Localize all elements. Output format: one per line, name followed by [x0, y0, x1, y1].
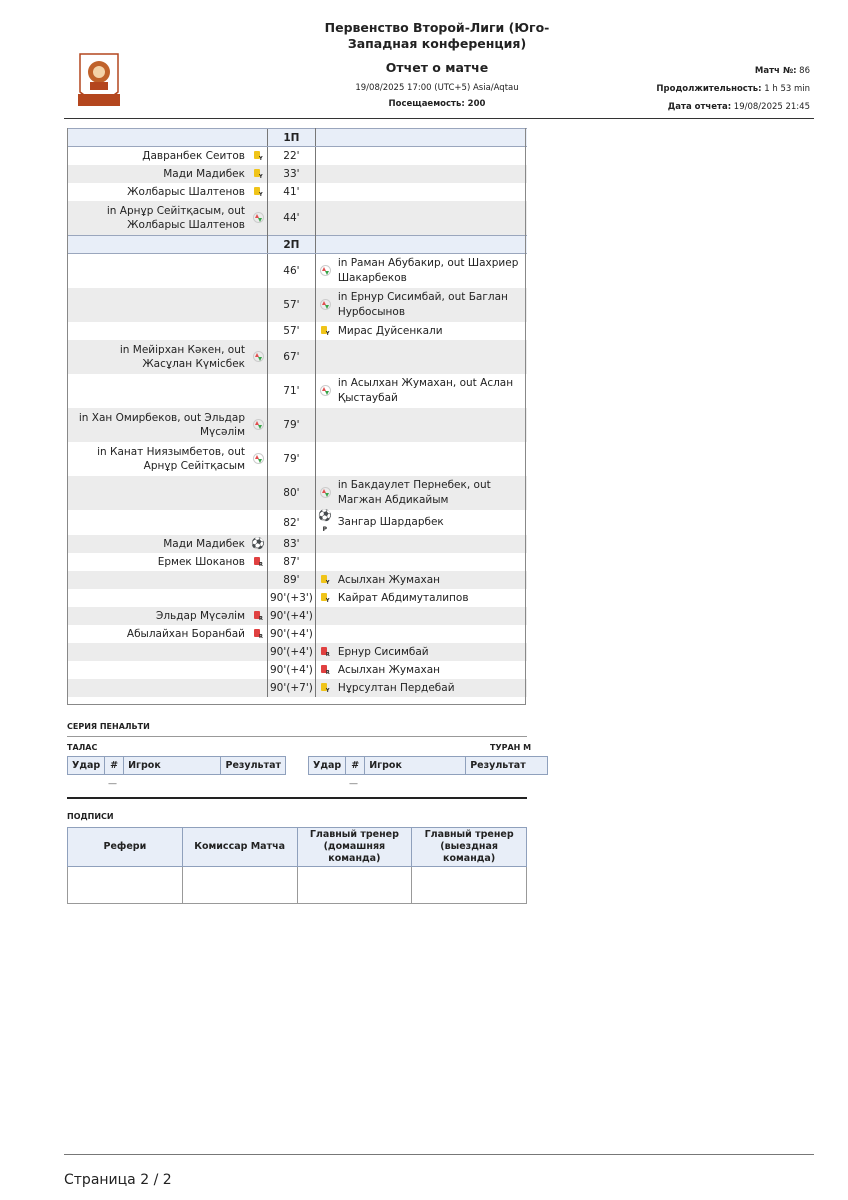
duration: 1 h 53 min	[764, 84, 810, 94]
event-row	[67, 442, 527, 476]
penalty-section-title: СЕРИЯ ПЕНАЛЬТИ	[67, 722, 150, 731]
signatures-title: ПОДПИСИ	[67, 812, 114, 821]
event-row	[67, 288, 527, 322]
event-row	[67, 510, 527, 535]
home-event-icon-cell	[249, 374, 268, 408]
away-event-icon-cell	[315, 254, 334, 289]
home-event-icon-cell	[249, 322, 268, 340]
home-event-text	[67, 661, 249, 679]
event-row	[67, 607, 527, 625]
home-event-icon-cell	[249, 661, 268, 679]
away-event-text: Мирас Дуйсенкали	[337, 324, 443, 337]
signatures-header-row	[68, 828, 527, 867]
event-minute: 22'	[268, 147, 316, 166]
sig-box-referee[interactable]	[68, 867, 183, 904]
away-event-text: in Ернур Сисимбай, out Баглан Нурбосынов	[334, 288, 527, 322]
attendance: Посещаемость: 200	[388, 99, 486, 109]
home-event-icon-cell	[249, 254, 268, 289]
home-event-icon-cell	[249, 589, 268, 607]
period-header-row	[67, 236, 527, 254]
away-event-icon-cell	[315, 643, 334, 661]
event-minute: 90'(+4')	[268, 607, 316, 625]
away-event-icon-cell	[315, 510, 334, 535]
match-no-label: Матч №:	[754, 66, 797, 76]
period-label: 2П	[268, 236, 316, 254]
event-minute: 90'(+7')	[268, 679, 316, 697]
page-number: Страница 2 / 2	[64, 1172, 172, 1188]
home-event-text: Мади Мадибек	[67, 535, 249, 553]
period-header-row	[67, 129, 527, 147]
home-event-text	[67, 643, 249, 661]
signatures-blank-row	[68, 867, 527, 904]
substitution-icon	[253, 213, 263, 224]
home-event-text	[67, 510, 249, 535]
home-event-icon-cell	[249, 625, 268, 643]
home-event-icon-cell	[249, 571, 268, 589]
home-event-icon-cell	[249, 183, 268, 201]
away-event-icon-cell	[315, 679, 334, 697]
event-row	[67, 679, 527, 697]
home-event-text	[67, 476, 249, 510]
home-event-icon-cell	[249, 607, 268, 625]
footer-divider	[64, 1154, 814, 1155]
home-event-text	[67, 374, 249, 408]
event-row	[67, 147, 527, 166]
substitution-icon	[320, 488, 330, 499]
event-minute: 57'	[268, 288, 316, 322]
events-table	[67, 128, 527, 697]
event-row	[67, 254, 527, 289]
away-event-icon-cell	[315, 322, 334, 340]
event-minute: 90'(+4')	[268, 625, 316, 643]
home-event-text: Давранбек Сеитов	[142, 150, 245, 162]
substitution-icon	[320, 266, 330, 277]
away-event-icon-cell	[315, 589, 334, 607]
substitution-icon	[320, 386, 330, 397]
event-row	[67, 661, 527, 679]
event-minute: 80'	[268, 476, 316, 510]
away-event-text	[334, 442, 527, 476]
home-event-icon-cell	[249, 476, 268, 510]
home-event-icon-cell	[249, 288, 268, 322]
away-event-text: in Асылхан Жумахан, out Аслан Қыстаубай	[337, 377, 514, 404]
away-event-icon-cell	[315, 288, 334, 322]
substitution-icon	[253, 420, 263, 431]
red-card-icon: R	[253, 557, 263, 568]
event-row	[67, 322, 527, 340]
sig-box-commissioner[interactable]	[182, 867, 297, 904]
report-date-label: Дата отчета:	[667, 102, 732, 112]
away-event-icon-cell	[315, 340, 334, 374]
away-event-text: Кайрат Абдимуталипов	[337, 591, 469, 604]
penalty-header-row	[309, 757, 548, 775]
sig-referee: Рефери	[68, 828, 183, 867]
away-event-icon-cell	[315, 165, 334, 183]
away-event-icon-cell	[315, 183, 334, 201]
event-row	[67, 408, 527, 442]
event-minute: 33'	[268, 165, 316, 183]
home-event-text	[67, 589, 249, 607]
match-no: 86	[799, 66, 810, 76]
event-minute: 41'	[268, 183, 316, 201]
home-event-icon-cell	[249, 442, 268, 476]
penalty-divider	[67, 736, 527, 737]
away-event-text	[334, 201, 527, 236]
away-event-text	[334, 535, 527, 553]
event-minute: 44'	[268, 201, 316, 236]
event-row	[67, 625, 527, 643]
event-minute: 46'	[268, 254, 316, 289]
event-row	[67, 553, 527, 571]
penalty-table-home	[67, 756, 286, 775]
away-event-icon-cell	[315, 408, 334, 442]
penalty-away-empty: —	[349, 779, 358, 789]
home-event-text	[67, 679, 249, 697]
away-event-icon-cell	[315, 571, 334, 589]
away-event-text: Ернур Сисимбай	[334, 643, 527, 661]
home-event-text: in Хан Омирбеков, out Эльдар Мүсәлім	[67, 408, 249, 442]
away-event-text: Нұрсултан Пердебай	[334, 679, 527, 697]
home-event-icon-cell	[249, 679, 268, 697]
col-number: #	[105, 757, 124, 775]
home-event-text	[67, 571, 249, 589]
event-row	[67, 374, 527, 408]
away-event-text	[334, 408, 527, 442]
home-event-text	[67, 288, 249, 322]
away-event-icon-cell	[315, 374, 334, 408]
col-number: #	[346, 757, 365, 775]
report-header	[64, 0, 814, 119]
event-minute: 90'(+4')	[268, 661, 316, 679]
away-event-text: in Раман Абубакир, out Шахриер Шакарбеков	[337, 257, 519, 284]
yellow-card-icon: Y	[320, 575, 330, 586]
sig-box-coach-away[interactable]	[412, 867, 527, 904]
red-card-icon: R	[320, 665, 330, 676]
period-label: 1П	[268, 129, 316, 147]
yellow-card-icon: Y	[253, 187, 263, 198]
home-event-icon-cell	[249, 553, 268, 571]
home-event-icon-cell	[249, 643, 268, 661]
sig-head-coach-home: Главный тренер (домашняя команда)	[297, 828, 412, 867]
away-event-icon-cell	[315, 661, 334, 679]
event-minute: 90'(+3')	[268, 589, 316, 607]
penalty-table-away-wrap	[308, 756, 527, 776]
event-row	[67, 589, 527, 607]
away-event-text: Асылхан Жумахан	[334, 571, 527, 589]
yellow-card-icon: Y	[320, 593, 330, 604]
yellow-card-icon: Y	[253, 169, 263, 180]
col-result: Результат	[221, 757, 286, 775]
signatures-table	[67, 827, 527, 904]
event-row	[67, 476, 527, 510]
home-event-icon-cell	[249, 408, 268, 442]
away-event-icon-cell	[315, 625, 334, 643]
sig-head-coach-away: Главный тренер (выездная команда)	[412, 828, 527, 867]
away-event-text	[334, 340, 527, 374]
substitution-icon	[253, 454, 263, 465]
event-row	[67, 165, 527, 183]
col-player: Игрок	[365, 757, 466, 775]
home-event-icon-cell	[249, 147, 268, 166]
event-minute: 89'	[268, 571, 316, 589]
event-row	[67, 643, 527, 661]
match-meta	[656, 62, 810, 116]
home-event-icon-cell	[249, 510, 268, 535]
home-event-icon-cell	[249, 165, 268, 183]
event-row	[67, 571, 527, 589]
home-event-text: in Мейірхан Кәкен, out Жасұлан Күмісбек	[67, 340, 249, 374]
away-event-text: Зангар Шардарбек	[337, 516, 444, 528]
col-result: Результат	[466, 757, 548, 775]
home-event-icon-cell	[249, 201, 268, 236]
col-kick: Удар	[309, 757, 346, 775]
sig-commissioner: Комиссар Матча	[182, 828, 297, 867]
col-kick: Удар	[68, 757, 105, 775]
home-event-text: in Канат Ниязымбетов, out Арнұр Сейітқасым	[97, 446, 245, 472]
red-card-icon: R	[253, 629, 263, 640]
event-minute: 90'(+4')	[268, 643, 316, 661]
away-event-text	[334, 165, 527, 183]
away-event-text	[334, 625, 527, 643]
event-minute: 79'	[268, 442, 316, 476]
section-divider	[67, 797, 527, 799]
event-minute: 57'	[268, 322, 316, 340]
penalty-home-empty: —	[108, 779, 117, 789]
event-minute: 79'	[268, 408, 316, 442]
col-player: Игрок	[124, 757, 221, 775]
home-event-text: Абылайхан Боранбай	[126, 628, 245, 640]
event-minute: 67'	[268, 340, 316, 374]
yellow-card-icon: Y	[320, 683, 330, 694]
home-event-text: in Арнұр Сейітқасым, out Жолбарыс Шалтенов	[67, 201, 249, 236]
away-event-text: in Бакдаулет Пернебек, out Магжан Абдикайым	[334, 476, 527, 510]
sig-box-coach-home[interactable]	[297, 867, 412, 904]
home-event-text	[67, 254, 249, 289]
event-row	[67, 201, 527, 236]
event-minute: 83'	[268, 535, 316, 553]
red-card-icon: R	[320, 647, 330, 658]
away-event-text: Асылхан Жумахан	[337, 663, 441, 676]
home-event-text: Ермек Шоканов	[157, 556, 245, 568]
away-event-icon-cell	[315, 553, 334, 571]
event-row	[67, 340, 527, 374]
away-event-text	[334, 183, 527, 201]
away-event-icon-cell	[315, 535, 334, 553]
away-event-icon-cell	[315, 442, 334, 476]
away-event-icon-cell	[315, 147, 334, 166]
yellow-card-icon: Y	[253, 151, 263, 162]
home-event-icon-cell	[249, 535, 268, 553]
substitution-icon	[253, 352, 263, 363]
away-event-icon-cell	[315, 476, 334, 510]
home-event-text: Жолбарыс Шалтенов	[127, 186, 245, 198]
penalty-away-team: ТУРАН М	[490, 743, 532, 752]
home-event-text	[67, 322, 249, 340]
event-row	[67, 183, 527, 201]
away-event-text	[334, 147, 527, 166]
red-card-icon: R	[253, 611, 263, 622]
match-datetime: 19/08/2025 17:00 (UTC+5) Asia/Aqtau	[355, 83, 519, 93]
goal-icon: ⚽	[251, 537, 265, 550]
home-event-icon-cell	[249, 340, 268, 374]
away-event-text	[334, 607, 527, 625]
penalty-goal-icon: ⚽P	[317, 509, 332, 533]
report-subtitle: Отчет о матче	[385, 60, 489, 75]
competition-title: Первенство Второй-Лиги (Юго-Западная конференция)	[324, 20, 550, 51]
away-event-icon-cell	[315, 201, 334, 236]
penalty-header-row	[68, 757, 286, 775]
away-event-text	[334, 553, 527, 571]
home-event-text: Эльдар Мүсәлім	[67, 607, 249, 625]
penalty-home-team: ТАЛАС	[67, 743, 98, 752]
duration-label: Продолжительность:	[656, 84, 762, 94]
event-minute: 82'	[268, 510, 316, 535]
federation-logo	[76, 52, 122, 108]
substitution-icon	[320, 300, 330, 311]
report-date: 19/08/2025 21:45	[733, 102, 810, 112]
event-minute: 71'	[268, 374, 316, 408]
event-minute: 87'	[268, 553, 316, 571]
home-event-text: Мади Мадибек	[67, 165, 249, 183]
yellow-card-icon: Y	[320, 326, 330, 337]
away-event-icon-cell	[315, 607, 334, 625]
penalty-table-away	[308, 756, 548, 775]
event-row	[67, 535, 527, 553]
